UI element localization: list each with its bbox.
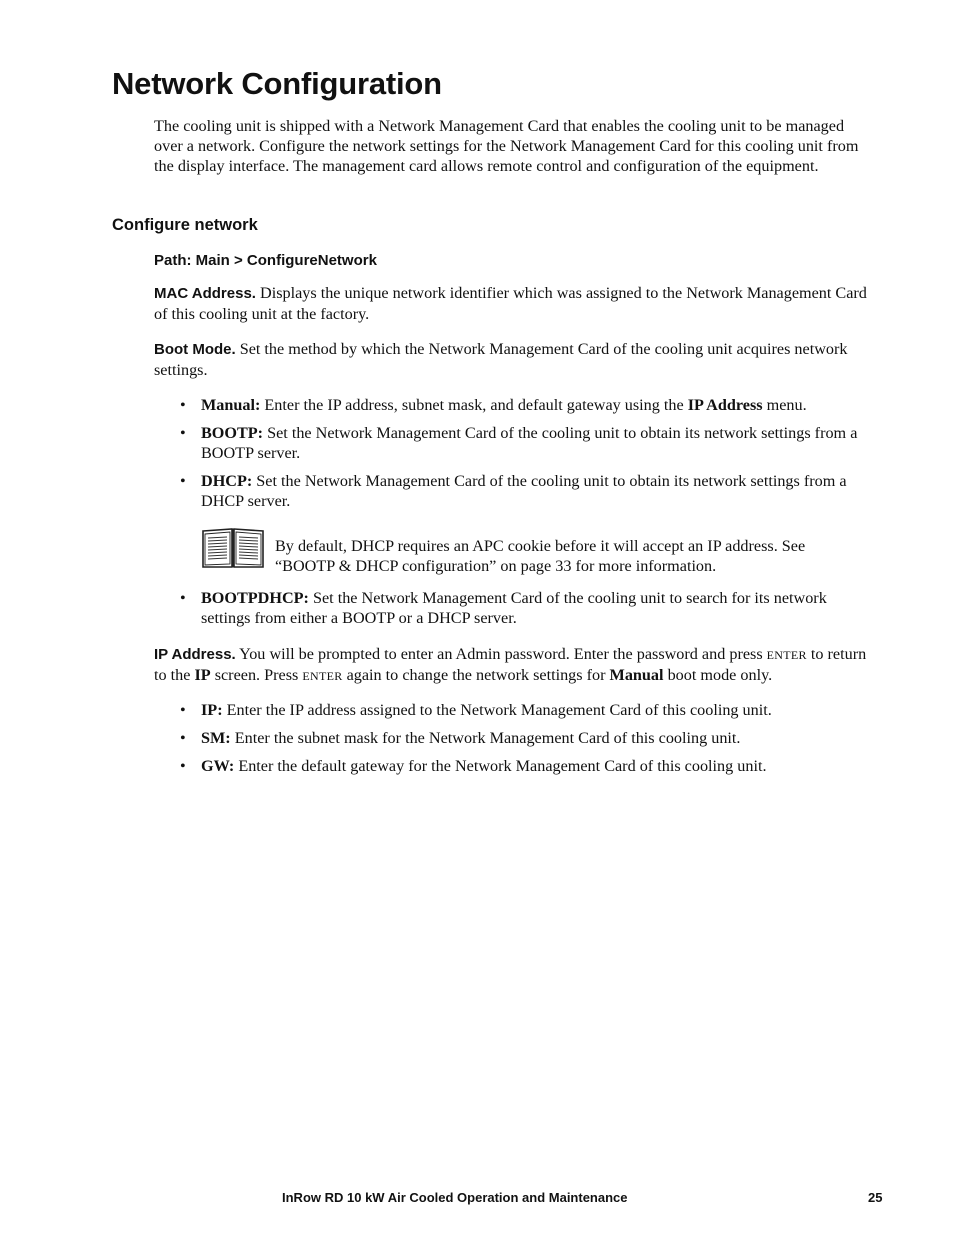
book-icon: [201, 525, 265, 569]
menu-path: Path: Main > ConfigureNetwork: [154, 252, 377, 269]
list-item-text: [201, 728, 871, 748]
list-item-text: [201, 700, 871, 720]
ip-item-text: Enter the IP address assigned to the Network Management Card of this cooling unit.: [222, 701, 772, 719]
bullet-mark: •: [180, 701, 186, 719]
term-bootpdhcp: BOOTPDHCP:: [201, 589, 309, 607]
ip-text-2: to return to the: [154, 645, 867, 684]
boot-mode-paragraph: [154, 339, 870, 380]
section-heading: Configure network: [112, 216, 258, 234]
gw-item-text: Enter the default gateway for the Network Management Card of this cooling unit.: [234, 757, 767, 775]
term-bootp: BOOTP:: [201, 424, 264, 442]
enter-key-1: ENTER: [766, 648, 807, 662]
term-gw: GW:: [201, 757, 235, 775]
intro-paragraph: The cooling unit is shipped with a Network Management Card that enables the cooling unit to be managed over a network. Configure the network settings for the Network Management Card for this cooling unit from the display interface. The management card allows remote control and configuration of the equipment.: [154, 117, 859, 175]
list-item-text: [201, 471, 871, 511]
footer-page-number: 25: [868, 1190, 883, 1205]
mac-address-paragraph: [154, 283, 870, 324]
manual-bold: Manual: [609, 666, 664, 684]
list-item-text: [201, 588, 871, 628]
term-manual: Manual:: [201, 396, 261, 414]
ip-bold: IP: [194, 666, 211, 684]
bullet-mark: •: [180, 729, 186, 747]
ip-address-bold: IP Address: [687, 396, 763, 414]
bullet-mark: •: [180, 424, 186, 442]
page-title: Network Configuration: [112, 66, 442, 101]
bullet-mark: •: [180, 589, 186, 607]
enter-key-2: ENTER: [302, 669, 343, 683]
manual-text: Enter the IP address, subnet mask, and default gateway using the: [260, 396, 688, 414]
manual-text-end: menu.: [762, 396, 807, 414]
term-sm: SM:: [201, 729, 231, 747]
term-ip: IP:: [201, 701, 223, 719]
ip-text-3: screen. Press: [210, 666, 303, 684]
boot-mode-text: Set the method by which the Network Management Card of the cooling unit acquires network settings.: [154, 340, 848, 379]
footer-doc-title: InRow RD 10 kW Air Cooled Operation and Maintenance: [282, 1190, 628, 1205]
boot-mode-lead: Boot Mode.: [154, 341, 236, 358]
sm-item-text: Enter the subnet mask for the Network Management Card of this cooling unit.: [230, 729, 741, 747]
bullet-mark: •: [180, 757, 186, 775]
term-dhcp: DHCP:: [201, 472, 253, 490]
ip-text-5: boot mode only.: [663, 666, 773, 684]
note-text: By default, DHCP requires an APC cookie before it will accept an IP address. See “BOOTP & DHCP configuration” on page 33 for more information.: [275, 537, 806, 576]
bootp-text: Set the Network Management Card of the cooling unit to obtain its network settings from a BOOTP server.: [201, 424, 858, 462]
list-item-text: [201, 756, 871, 776]
list-item-text: [201, 395, 871, 415]
dhcp-text: Set the Network Management Card of the cooling unit to obtain its network settings from a DHCP server.: [201, 472, 847, 510]
list-item-text: [201, 423, 871, 463]
ip-text-1: You will be prompted to enter an Admin password. Enter the password and press: [235, 645, 767, 663]
mac-address-lead: MAC Address.: [154, 285, 256, 302]
ip-text-4: again to change the network settings for: [342, 666, 610, 684]
ip-address-lead: IP Address.: [154, 646, 236, 663]
bullet-mark: •: [180, 472, 186, 490]
ip-address-paragraph: [154, 644, 870, 686]
bullet-mark: •: [180, 396, 186, 414]
bootpdhcp-text: Set the Network Management Card of the cooling unit to search for its network settings from either a BOOTP or a DHCP server.: [201, 589, 827, 627]
mac-address-text: Displays the unique network identifier which was assigned to the Network Management Card of this cooling unit at the factory.: [154, 284, 867, 323]
